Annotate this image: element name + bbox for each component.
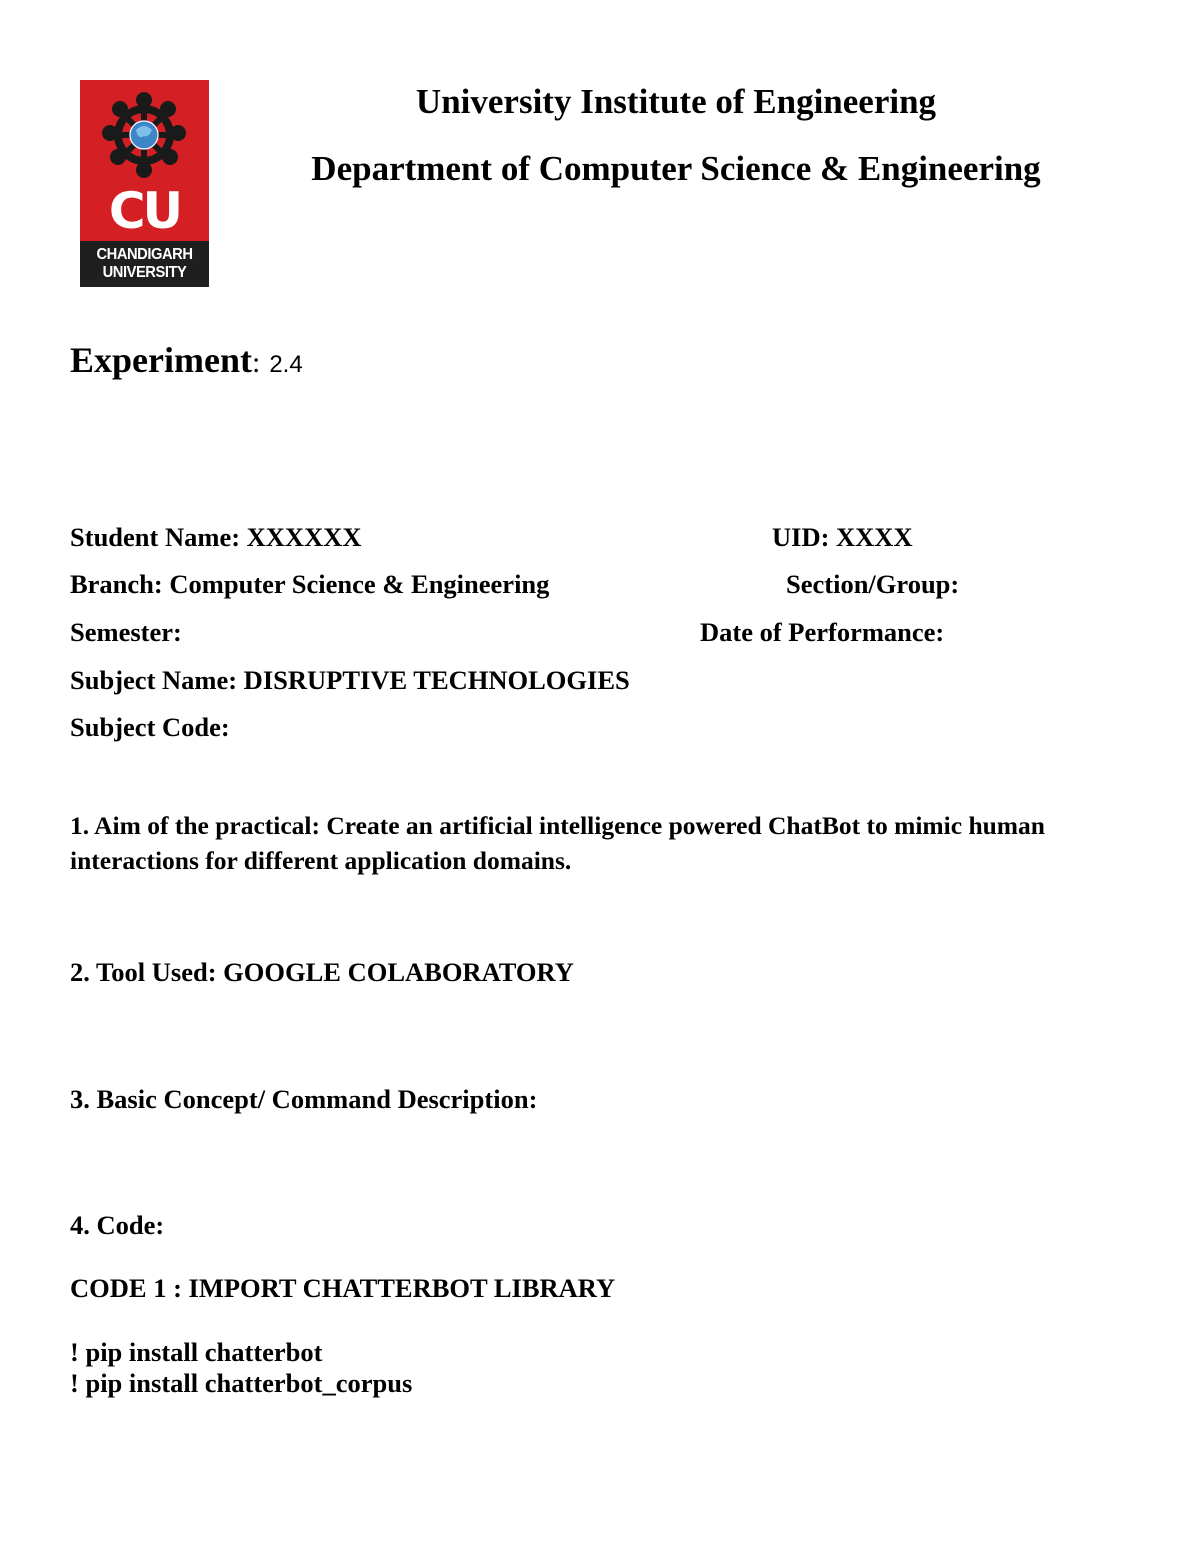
code-line: ! pip install chatterbot_corpus — [70, 1368, 413, 1398]
date-of-performance: Date of Performance: — [700, 617, 945, 647]
aim-line-1: 1. Aim of the practical: Create an artificial intelligence powered ChatBot to mimic human — [70, 811, 1045, 840]
student-name: Student Name: XXXXXX — [70, 522, 362, 552]
code-line: ! pip install chatterbot — [70, 1337, 323, 1367]
logo-name-line-1: CHANDIGARH — [96, 246, 193, 263]
code1-title: CODE 1 : IMPORT CHATTERBOT LIBRARY — [70, 1273, 616, 1303]
uid: UID: XXXX — [772, 522, 913, 552]
logo-abbreviation: CU — [108, 182, 181, 240]
section-group: Section/Group: — [786, 569, 960, 599]
institute-title: University Institute of Engineering — [415, 82, 937, 121]
gear-emblem-icon — [94, 90, 194, 180]
experiment-number: 2.4 — [269, 351, 303, 378]
logo-name-line-2: UNIVERSITY — [102, 264, 187, 281]
experiment-separator: : — [251, 346, 261, 379]
branch: Branch: Computer Science & Engineering — [70, 569, 550, 599]
university-logo — [80, 80, 209, 287]
experiment-heading — [70, 338, 303, 387]
tool-used: 2. Tool Used: GOOGLE COLABORATORY — [70, 957, 574, 987]
logo-name-band — [80, 241, 209, 287]
department-title: Department of Computer Science & Engineering — [311, 149, 1041, 188]
aim-line-2: interactions for different application domains. — [70, 846, 572, 875]
experiment-label: Experiment — [70, 340, 252, 380]
subject-code: Subject Code: — [70, 712, 230, 742]
semester: Semester: — [70, 617, 182, 647]
code-heading: 4. Code: — [70, 1210, 165, 1240]
subject-name: Subject Name: DISRUPTIVE TECHNOLOGIES — [70, 665, 630, 695]
basic-concept-heading: 3. Basic Concept/ Command Description: — [70, 1084, 538, 1114]
